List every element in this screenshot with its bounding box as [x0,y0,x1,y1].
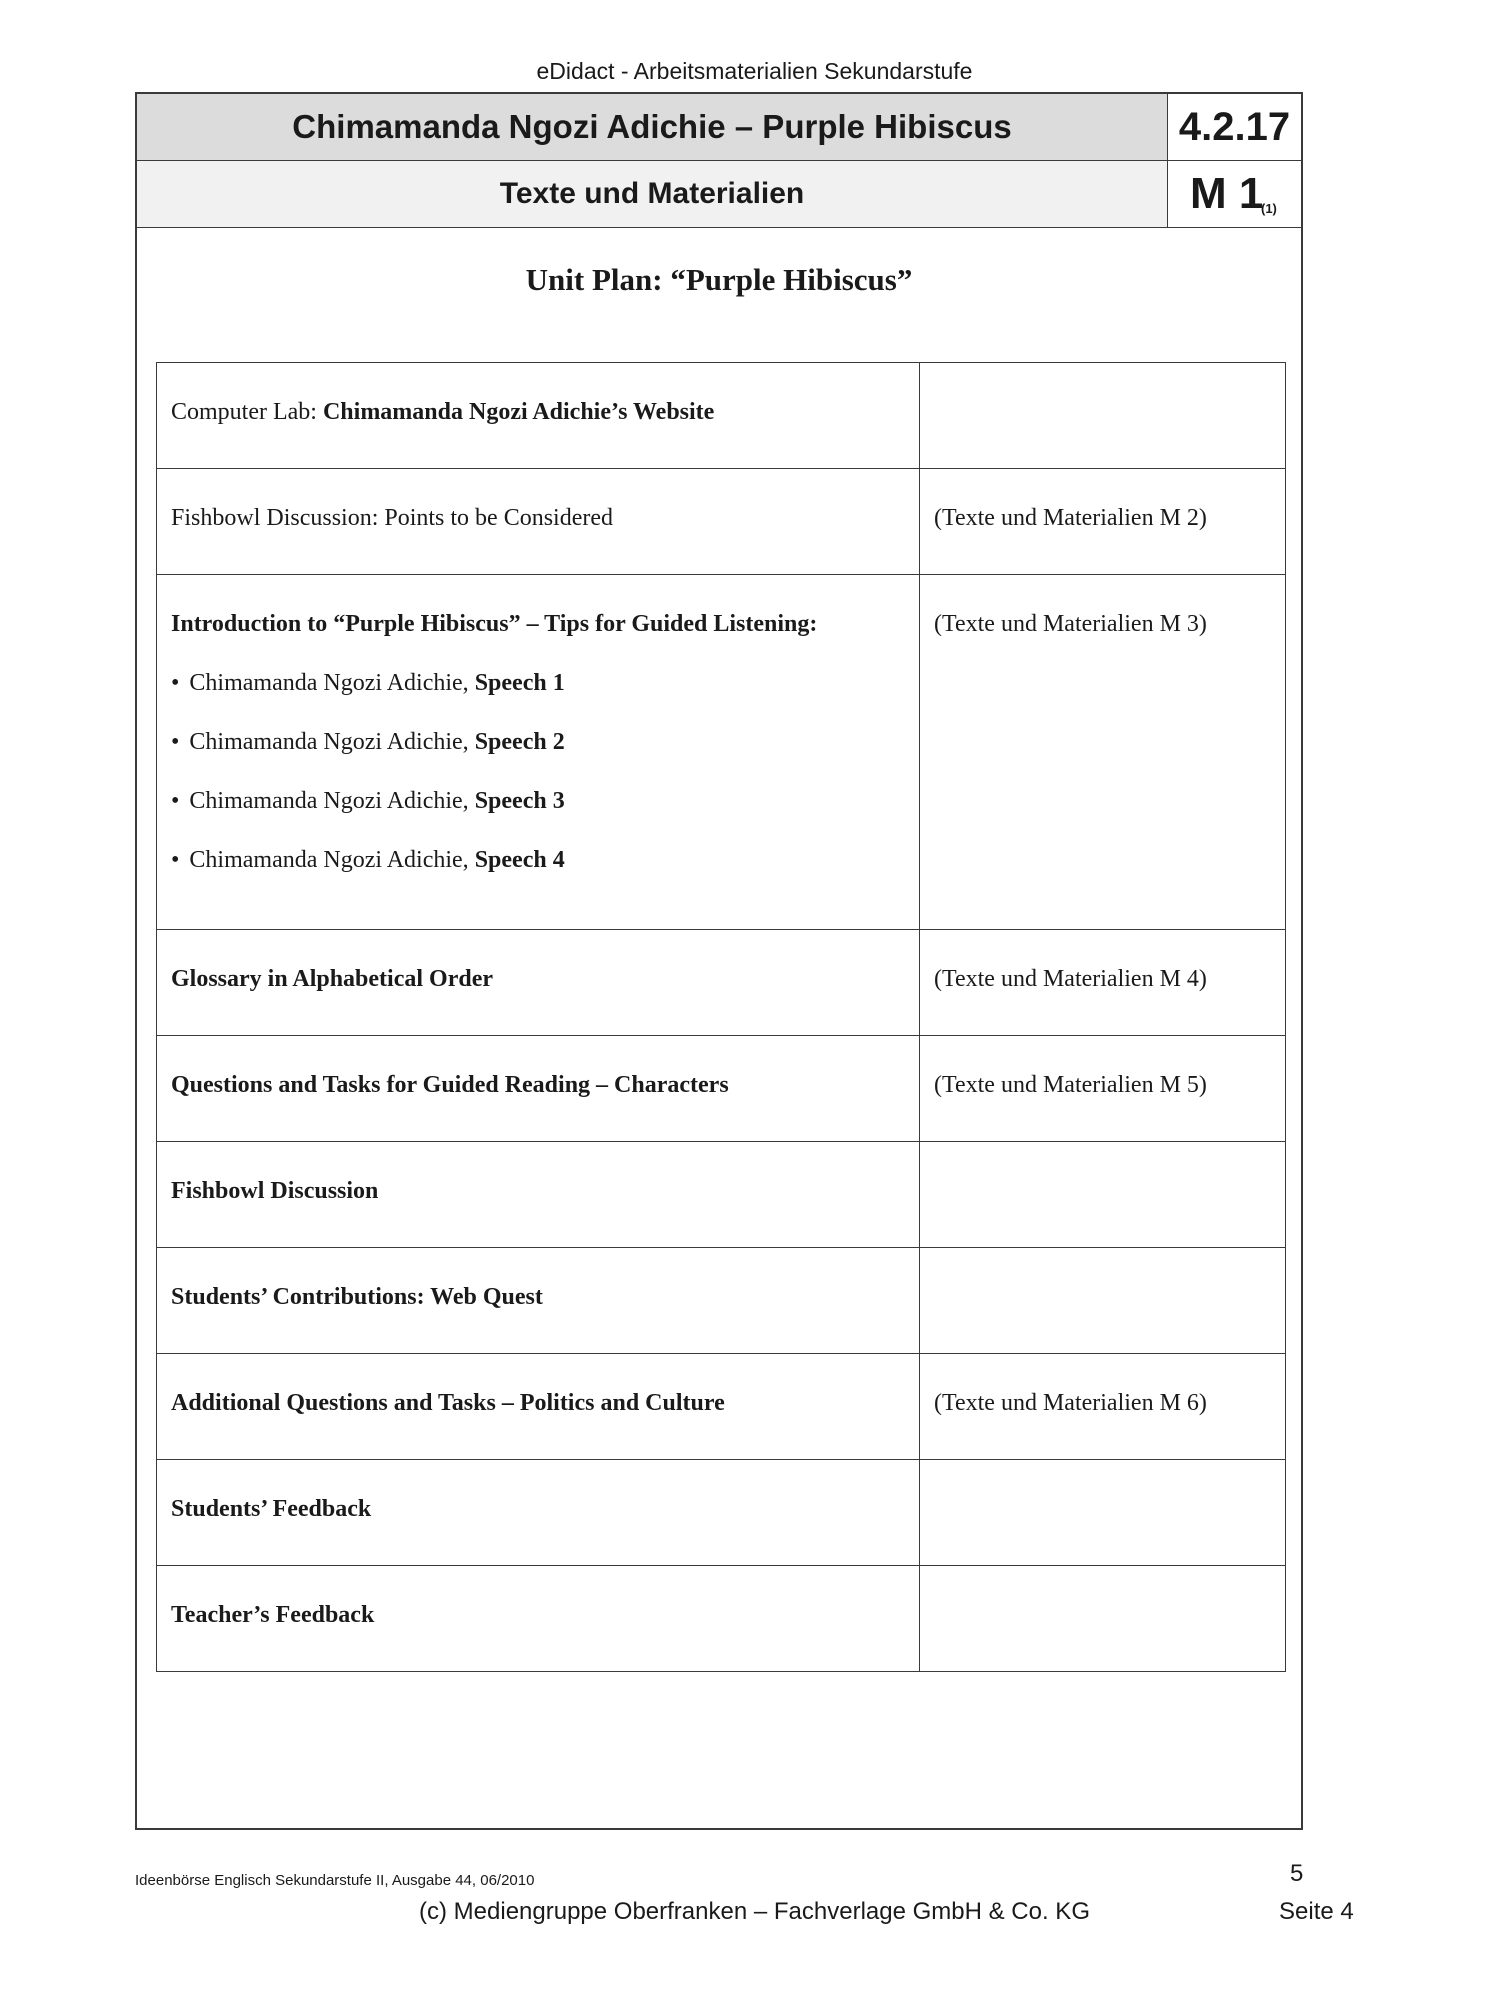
material-ref-cell [920,469,1286,575]
material-ref-cell [920,1036,1286,1142]
material-ref-cell [920,1566,1286,1672]
speaker-name: Chimamanda Ngozi Adichie, [189,788,475,814]
material-ref [934,1566,1271,1602]
worksheet-frame [135,92,1303,1830]
title-row [137,94,1301,161]
table-row [157,1354,1286,1460]
speech-label: Speech 2 [474,729,565,755]
activity-text: Chimamanda Ngozi Adichie’s Website [322,399,715,425]
document-title: Chimamanda Ngozi Adichie – Purple Hibiscus [137,94,1168,160]
activity-text: Questions and Tasks for Guided Reading – Characters [171,1072,729,1098]
table-row [157,1036,1286,1142]
page-number: 5 [1290,1860,1304,1887]
issue-line: Ideenbörse Englisch Sekundarstufe II, Ausgabe 44, 06/2010 [135,1872,535,1889]
activity-cell [157,1036,920,1142]
document-subtitle: Texte und Materialien [137,161,1168,227]
table-row [157,1142,1286,1248]
bullet: • [171,788,180,814]
list-item [171,670,905,697]
subtitle-row [137,161,1301,228]
activity-cell [157,1142,920,1248]
table-row [157,469,1286,575]
table-row [157,930,1286,1036]
material-ref [934,1142,1271,1178]
copyright-line: (c) Mediengruppe Oberfranken – Fachverlage GmbH & Co. KG [419,1898,1090,1925]
activity-cell [157,1566,920,1672]
activity-text: Teacher’s Feedback [171,1602,375,1628]
material-code [1168,161,1301,227]
speaker-name: Chimamanda Ngozi Adichie, [189,847,475,873]
material-ref-cell [920,575,1286,930]
material-ref-cell [920,1354,1286,1460]
section-code: 4.2.17 [1168,94,1301,160]
speech-list [171,670,905,874]
activity-cell [157,1354,920,1460]
bullet: • [171,847,180,873]
speech-label: Speech 3 [474,788,565,814]
table-row [157,1566,1286,1672]
activity-prefix: Fishbowl Discussion: Points to be Considered [171,505,614,531]
unit-plan-table [156,362,1286,1672]
material-ref [934,363,1271,399]
material-ref: (Texte und Materialien M 5) [934,1072,1207,1098]
activity-cell [157,363,920,469]
material-ref [934,1248,1271,1284]
material-ref: (Texte und Materialien M 6) [934,1390,1207,1416]
activity-text: Glossary in Alphabetical Order [171,966,494,992]
activity-text: Students’ Feedback [171,1496,372,1522]
material-ref-cell [920,363,1286,469]
speech-label: Speech 4 [474,847,565,873]
activity-cell [157,930,920,1036]
activity-text: Students’ Contributions: Web Quest [171,1284,543,1310]
material-ref: (Texte und Materialien M 2) [934,505,1207,531]
unit-plan-title: Unit Plan: “Purple Hibiscus” [525,262,913,297]
material-label: M 1 [1190,169,1264,218]
material-ref-cell [920,1248,1286,1354]
bullet: • [171,729,180,755]
activity-cell [157,1460,920,1566]
speech-label: Speech 1 [474,670,565,696]
activity-cell [157,469,920,575]
table-row [157,363,1286,469]
table-row [157,575,1286,930]
activity-cell [157,575,920,930]
table-row [157,1460,1286,1566]
material-ref: (Texte und Materialien M 3) [934,611,1207,637]
material-ref-cell [920,1460,1286,1566]
activity-cell [157,1248,920,1354]
table-row [157,1248,1286,1354]
material-ref-cell [920,930,1286,1036]
activity-text: Fishbowl Discussion [171,1178,379,1204]
speaker-name: Chimamanda Ngozi Adichie, [189,670,475,696]
publisher-line: eDidact - Arbeitsmaterialien Sekundarstufe [536,58,973,84]
material-ref-cell [920,1142,1286,1248]
material-ref: (Texte und Materialien M 4) [934,966,1207,992]
material-subscript: (1) [1261,201,1277,216]
seite-label: Seite 4 [1279,1898,1354,1925]
list-item [171,788,905,815]
activity-text: Introduction to “Purple Hibiscus” – Tips for Guided Listening: [171,611,818,637]
list-item [171,847,905,874]
list-item [171,729,905,756]
speaker-name: Chimamanda Ngozi Adichie, [189,729,475,755]
activity-prefix: Computer Lab: [171,399,323,425]
activity-text: Additional Questions and Tasks – Politics and Culture [171,1390,725,1416]
bullet: • [171,670,180,696]
material-ref [934,1460,1271,1496]
